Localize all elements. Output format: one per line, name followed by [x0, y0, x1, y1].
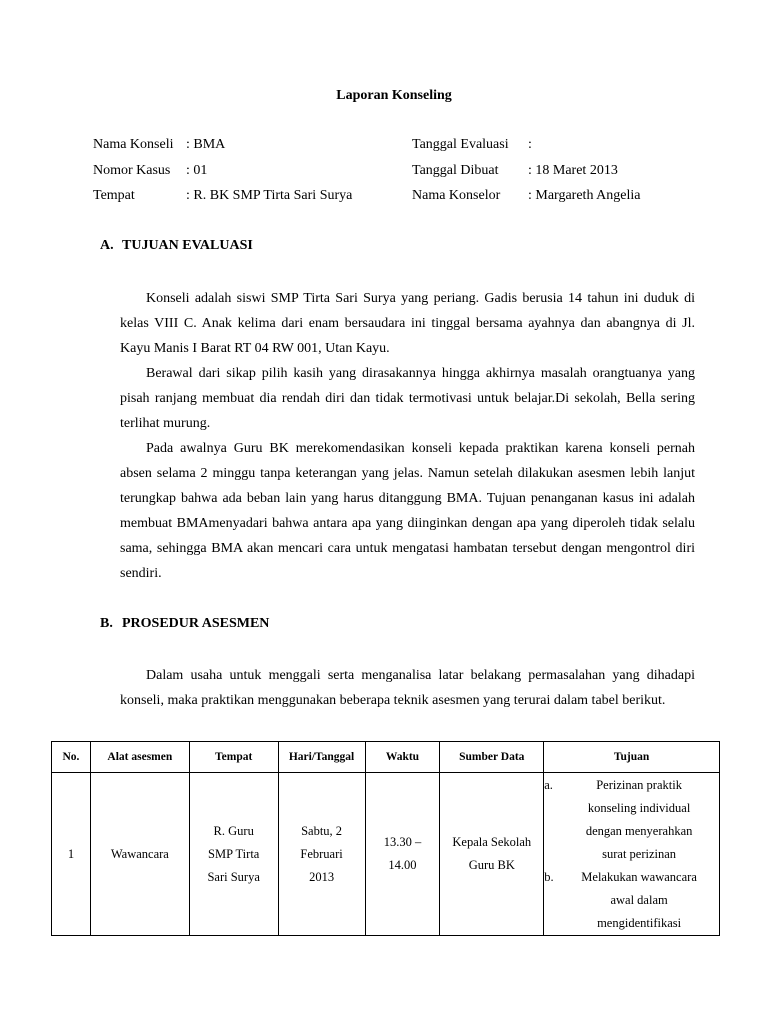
cell-sumber — [440, 773, 544, 936]
nama-konseli-label: Nama Konseli — [93, 137, 174, 152]
cell-tempat — [189, 773, 278, 936]
tujuan-line: dengan menyerahkan — [585, 823, 693, 838]
col-header-alat: Alat asesmen — [90, 742, 189, 773]
col-header-tanggal: Hari/Tanggal — [278, 742, 365, 773]
cell-tempat-line: Sari Surya — [207, 869, 260, 884]
cell-sumber-line: Guru BK — [468, 858, 515, 872]
tujuan-line: Perizinan praktik — [596, 777, 682, 792]
section-a-heading — [100, 238, 253, 254]
tanggal-evaluasi-value: : — [528, 137, 532, 152]
col-header-sumber: Sumber Data — [440, 742, 544, 773]
cell-waktu-line: 14.00 — [388, 858, 417, 872]
section-a-paragraph: Berawal dari sikap pilih kasih yang dirasakannya hingga akhirnya masalah orangtuanya yang pisah ranjang membuat dia rendah diri dan tidak termotivasi untuk belajar.Di sekolah, Bella sering terlihat murung. — [120, 366, 695, 431]
tujuan-item — [544, 774, 719, 866]
section-a-number: A. — [100, 238, 114, 253]
tanggal-dibuat-label: Tanggal Dibuat — [412, 163, 499, 178]
section-a-title: TUJUAN EVALUASI — [122, 238, 253, 253]
table-header-row — [52, 742, 720, 773]
nama-konselor-label: Nama Konselor — [412, 188, 501, 203]
cell-waktu-line: 13.30 – — [383, 835, 422, 849]
cell-tanggal-line: 2013 — [309, 869, 335, 884]
tujuan-line: mengidentifikasi — [597, 915, 682, 930]
tujuan-line: Melakukan wawancara — [581, 869, 697, 884]
table-row — [52, 773, 720, 936]
tempat-label: Tempat — [93, 188, 135, 203]
cell-sumber-line: Kepala Sekolah — [452, 835, 532, 849]
section-b-paragraph: Dalam usaha untuk menggali serta menganalisa latar belakang permasalahan yang dihadapi konseli, maka praktikan menggunakan beberapa teknik asesmen yang terurai dalam tabel berikut. — [120, 668, 695, 708]
col-header-no: No. — [52, 742, 91, 773]
tujuan-item — [544, 866, 719, 935]
tujuan-line: awal dalam — [610, 892, 668, 907]
section-a-paragraph: Konseli adalah siswi SMP Tirta Sari Surya yang periang. Gadis berusia 14 tahun ini duduk di kelas VIII C. Anak kelima dari enam bersaudara ini tinggal bersama ayahnya dan abangnya di Jl. Kayu Manis I Barat RT 04 RW 001, Utan Kayu. — [120, 291, 695, 356]
tujuan-marker: b. — [544, 869, 554, 884]
tujuan-list — [544, 774, 719, 935]
asesmen-table — [51, 741, 720, 936]
cell-tempat-line: SMP Tirta — [208, 846, 260, 861]
tujuan-marker: a. — [544, 777, 553, 792]
section-b-title: PROSEDUR ASESMEN — [122, 616, 270, 631]
tujuan-line: konseling individual — [587, 800, 691, 815]
nama-konseli-value: : BMA — [186, 137, 226, 152]
section-b-heading — [100, 616, 269, 632]
cell-tanggal-line: Februari — [300, 846, 343, 861]
cell-waktu — [365, 773, 440, 936]
cell-tujuan — [544, 773, 720, 936]
cell-tanggal-line: Sabtu, 2 — [301, 823, 343, 838]
tanggal-dibuat-value: : 18 Maret 2013 — [528, 163, 618, 178]
cell-tanggal — [278, 773, 365, 936]
section-b-body — [120, 663, 695, 713]
section-a-body — [120, 286, 695, 586]
col-header-tempat: Tempat — [189, 742, 278, 773]
cell-no: 1 — [52, 773, 91, 936]
cell-tempat-line: R. Guru — [213, 823, 254, 838]
col-header-tujuan: Tujuan — [544, 742, 720, 773]
nama-konselor-value: : Margareth Angelia — [528, 188, 641, 203]
nomor-kasus-value: : 01 — [186, 163, 208, 178]
tanggal-evaluasi-label: Tanggal Evaluasi — [412, 137, 509, 152]
tempat-value: : R. BK SMP Tirta Sari Surya — [186, 188, 353, 203]
col-header-waktu: Waktu — [365, 742, 440, 773]
page-title: Laporan Konseling — [336, 88, 452, 103]
nomor-kasus-label: Nomor Kasus — [93, 163, 171, 178]
section-b-number: B. — [100, 616, 113, 631]
cell-alat: Wawancara — [90, 773, 189, 936]
section-a-paragraph: Pada awalnya Guru BK merekomendasikan konseli kepada praktikan karena konseli pernah absen selama 2 minggu tanpa keterangan yang jelas. Namun setelah dilakukan asesmen lebih lanjut terungkap bahwa ada beban lain yang harus ditanggung BMA. Tujuan penanganan kasus ini adalah membuat BMAmenyadari bahwa antara apa yang diinginkan dengan apa yang diperoleh tidak selalu sama, sehingga BMA akan mencari cara untuk mengatasi hambatan tersebut dengan mengontrol diri sendiri. — [120, 441, 695, 581]
tujuan-line: surat perizinan — [602, 846, 677, 861]
